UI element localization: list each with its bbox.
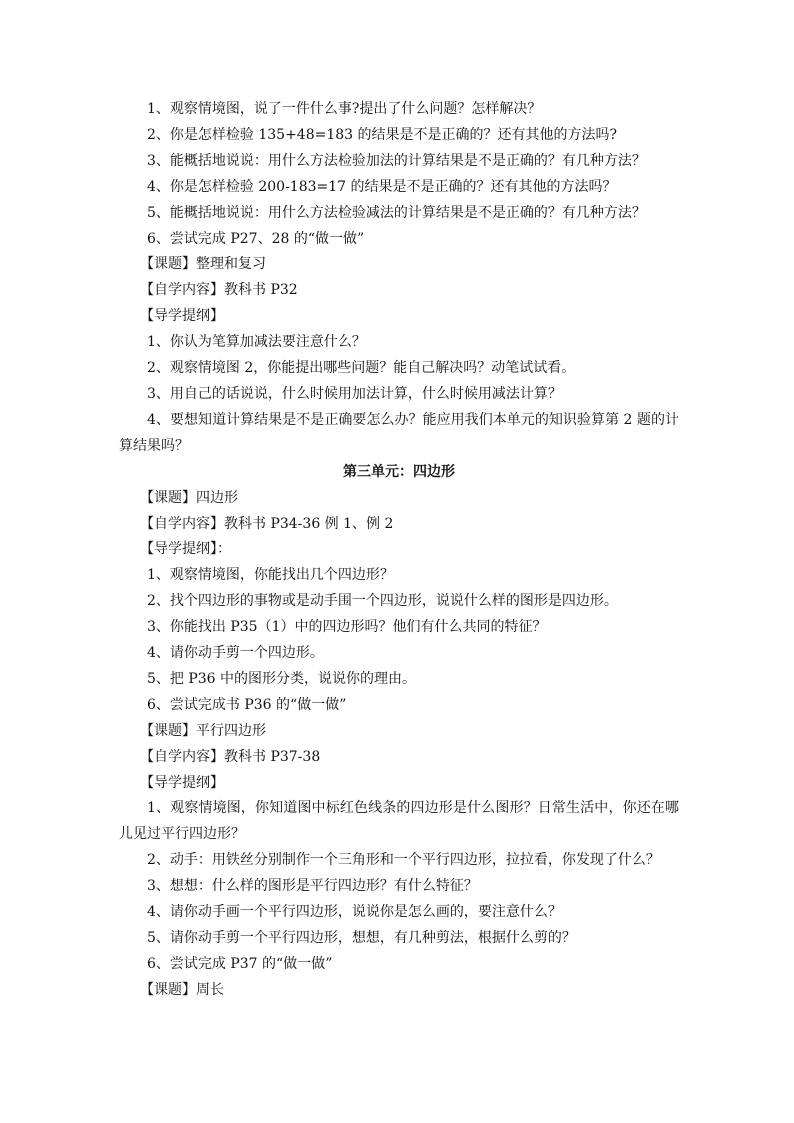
question-6: 6、尝试完成 P27、28 的“做一做” (147, 230, 365, 247)
question-4: 4、要想知道计算结果是不是正确要怎么办？能应用我们本单元的知识验算第 2 题的计算结果吗？ (119, 411, 679, 454)
question-5: 5、请你动手剪一个平行四边形，想想，有几种剪法，根据什么剪的？ (147, 930, 576, 946)
question-5: 5、能概括地说说：用什么方法检验减法的计算结果是不是正确的？有几种方法？ (147, 204, 646, 221)
question-2: 2、动手：用铁丝分别制作一个三角形和一个平行四边形，拉拉看，你发现了什么？ (147, 852, 660, 869)
document-page (119, 97, 679, 1004)
question-2: 2、找个四边形的事物或是动手围一个四边形，说说什么样的图形是四边形。 (147, 593, 618, 610)
question-3: 3、想想：什么样的图形是平行四边形？有什么特征？ (147, 878, 478, 895)
question-3: 3、你能找出 P35（1）中的四边形吗？他们有什么共同的特征？ (147, 619, 547, 636)
unit-heading: 第三单元：四边形 (343, 463, 455, 480)
self-study-content: 【自学内容】教科书 P37-38 (140, 748, 321, 765)
question-1: 1、观察情境图，你能找出几个四边形？ (147, 567, 394, 584)
question-1: 1、观察情境图，说了一件什么事?提出了什么问题？怎样解决？ (147, 101, 542, 117)
question-6: 6、尝试完成 P37 的“做一做” (147, 955, 333, 972)
question-4: 4、请你动手剪一个四边形。 (147, 645, 324, 662)
self-study-content: 【自学内容】教科书 P34-36 例 1、例 2 (140, 515, 394, 532)
question-4: 4、你是怎样检验 200-183=17 的结果是不是正确的？还有其他的方法吗？ (147, 178, 617, 195)
self-study-content: 【自学内容】教科书 P32 (140, 282, 298, 299)
question-5: 5、把 P36 中的图形分类，说说你的理由。 (147, 670, 417, 687)
question-6: 6、尝试完成书 P36 的“做一做” (147, 696, 347, 713)
question-3: 3、用自己的话说说，什么时候用加法计算，什么时候用减法计算？ (147, 385, 562, 402)
lesson-topic: 【课题】四边形 (140, 489, 238, 506)
question-3: 3、能概括地说说：用什么方法检验加法的计算结果是不是正确的？有几种方法？ (147, 152, 646, 169)
question-2: 2、你是怎样检验 135+48=183 的结果是不是正确的？还有其他的方法吗? (147, 126, 618, 143)
study-outline-label: 【导学提纲】 (140, 774, 224, 791)
question-1: 1、你认为笔算加减法要注意什么？ (147, 334, 366, 351)
question-2: 2、观察情境图 2，你能提出哪些问题？能自己解决吗？动笔试试看。 (147, 360, 576, 377)
question-4: 4、请你动手画一个平行四边形，说说你是怎么画的，要注意什么？ (147, 904, 562, 921)
question-1: 1、观察情境图，你知道图中标红色线条的四边形是什么图形？日常生活中，你还在哪儿见过平行四边形？ (119, 800, 679, 843)
lesson-topic: 【课题】整理和复习 (140, 256, 266, 273)
study-outline-label: 【导学提纲】 (140, 308, 224, 325)
study-outline-label: 【导学提纲】： (140, 541, 231, 558)
lesson-topic: 【课题】周长 (140, 981, 224, 998)
lesson-topic: 【课题】平行四边形 (140, 722, 266, 739)
